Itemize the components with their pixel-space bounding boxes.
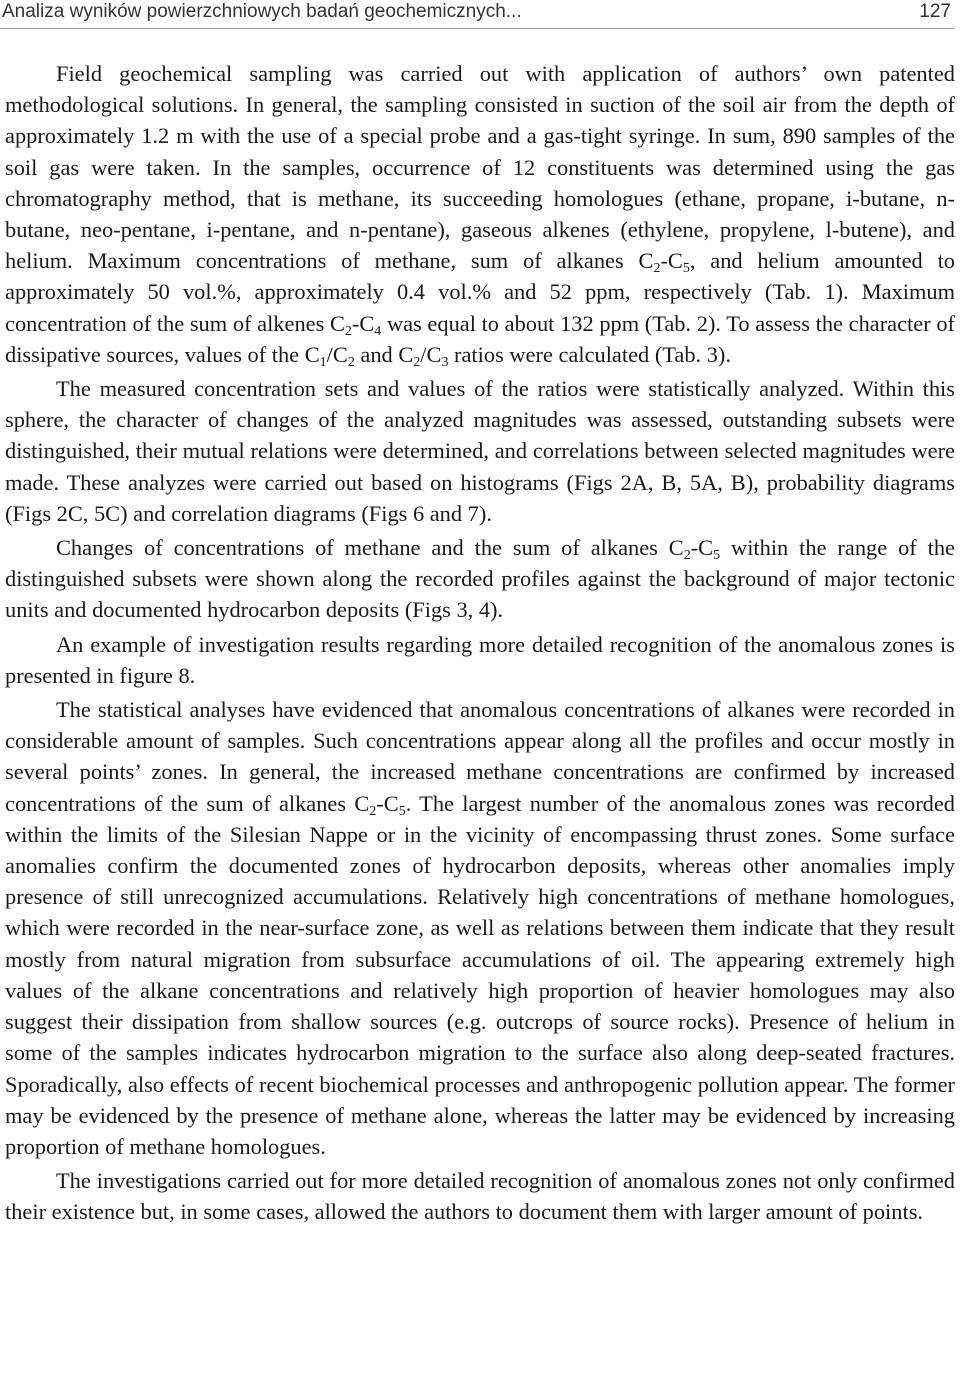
- subscript: 2: [413, 354, 421, 370]
- text-run: Field geochemical sampling was carried out with application of authors’ own patented methodological solutions. In general, the sampling consisted in suction of the soil air from the depth of approximately 1.2 m with the use of a special probe and a gas-tight syringe. In sum, 890 samples of the soil gas were taken. In the samples, occurrence of 12 constituents was determined using the gas chromatography method, that is methane, its succeeding homologues (ethane, propane, i-butane, n-butane, neo-pentane, i-pentane, and n-pentane), gaseous alkenes (ethylene, propylene, l-butene), and helium. Maximum concentrations of methane, sum of alkanes C: [5, 61, 955, 274]
- text-run: -C: [376, 790, 399, 816]
- text-run: -C: [660, 248, 683, 274]
- text-run: . The largest number of the anomalous zones was recorded within the limits of the Silesian Nappe or in the vicinity of encompassing thrust zones. Some surface anomalies confirm the documented zones of hydrocarbon deposits, whereas other anomalies imply presence of still unrecognized accumulations. Relatively high concentrations of methane homologues, which were recorded in the near-surface zone, as well as relations between them indicate that they result mostly from natural migration from subsurface accumulations of oil. The appearing extremely high values of the alkane concentrations and relatively high proportion of heavier homologues may also suggest their dissipation from shallow sources (e.g. outcrops of source rocks). Presence of helium in some of the samples indicates hydrocarbon migration to the surface also along deep-seated fractures. Sporadically, also effects of recent biochemical processes and anthropogenic pollution appear. The former may be evidenced by the presence of methane alone, whereas the latter may be evidenced by increasing proportion of methane homologues.: [5, 790, 956, 1159]
- paragraph-statistical-analysis: [5, 373, 955, 529]
- subscript: 2: [683, 548, 691, 564]
- subscript: 4: [374, 323, 382, 339]
- text-run: ratios were calculated (Tab. 3).: [448, 341, 731, 367]
- subscript: 2: [344, 323, 352, 339]
- page-number: 127: [919, 1, 951, 22]
- text-run: and C: [354, 341, 414, 367]
- subscript: 2: [369, 803, 377, 819]
- text-run: The statistical analyses have evidenced that anomalous concentrations of alkanes were recorded in considerable amount of samples. Such concentrations appear along all the profiles and occur mostly in several points’ zones. In general, the increased methane concentrations are confirmed by increased concentrations of the sum of alkanes C: [5, 697, 955, 816]
- text-run: -C: [351, 310, 375, 336]
- text-run: -C: [690, 535, 714, 561]
- text-run: Changes of concentrations of methane and the sum of alkanes C: [56, 535, 684, 561]
- text-run: was equal to about 132 ppm (Tab. 2). To assess the character of dissipative sources, values of the C: [5, 310, 955, 367]
- subscript: 5: [682, 261, 690, 277]
- running-header: [0, 0, 954, 29]
- paragraph-sampling-methods: [5, 58, 955, 370]
- text-run: The measured concentration sets and values of the ratios were statistically analyzed. Within this sphere, the character of changes of the analyzed magnitudes was assessed, outstanding subsets were distinguished, their mutual relations were determined, and correlations between selected magnitudes were made. These analyzes were carried out based on histograms (Figs 2A, B, 5A, B), probability diagrams (Figs 2C, 5C) and correlation diagrams (Figs 6 and 7).: [5, 376, 955, 526]
- paragraph-concentration-changes: [5, 532, 955, 626]
- text-run: /C: [326, 341, 348, 367]
- subscript: 5: [713, 548, 721, 564]
- text-run: The investigations carried out for more detailed recognition of anomalous zones not only confirmed their existence but, in some cases, allowed the authors to document them with larger amount of points.: [5, 1168, 955, 1225]
- text-run: within the range of the distinguished subsets were shown along the recorded profiles against the background of major tectonic units and documented hydrocarbon deposits (Figs 3, 4).: [5, 535, 955, 623]
- subscript: 3: [441, 354, 449, 370]
- paragraph-anomalous-concentrations: [5, 694, 955, 1162]
- subscript: 2: [347, 354, 355, 370]
- paragraph-example-investigation: [5, 629, 955, 691]
- subscript: 2: [653, 261, 661, 277]
- text-run: , and helium amounted to approximately 50 vol.%, approximately 0.4 vol.% and 52 ppm, respectively (Tab. 1). Maximum concentration of the sum of alkenes C: [5, 248, 956, 336]
- paragraph-detailed-recognition: [5, 1165, 955, 1227]
- running-title: Analiza wyników powierzchniowych badań geochemicznych...: [2, 1, 522, 22]
- subscript: 5: [398, 803, 406, 819]
- body-text: [5, 58, 955, 1231]
- subscript: 1: [319, 354, 327, 370]
- text-run: An example of investigation results regarding more detailed recognition of the anomalous zones is presented in figure 8.: [5, 631, 955, 688]
- text-run: /C: [420, 341, 442, 367]
